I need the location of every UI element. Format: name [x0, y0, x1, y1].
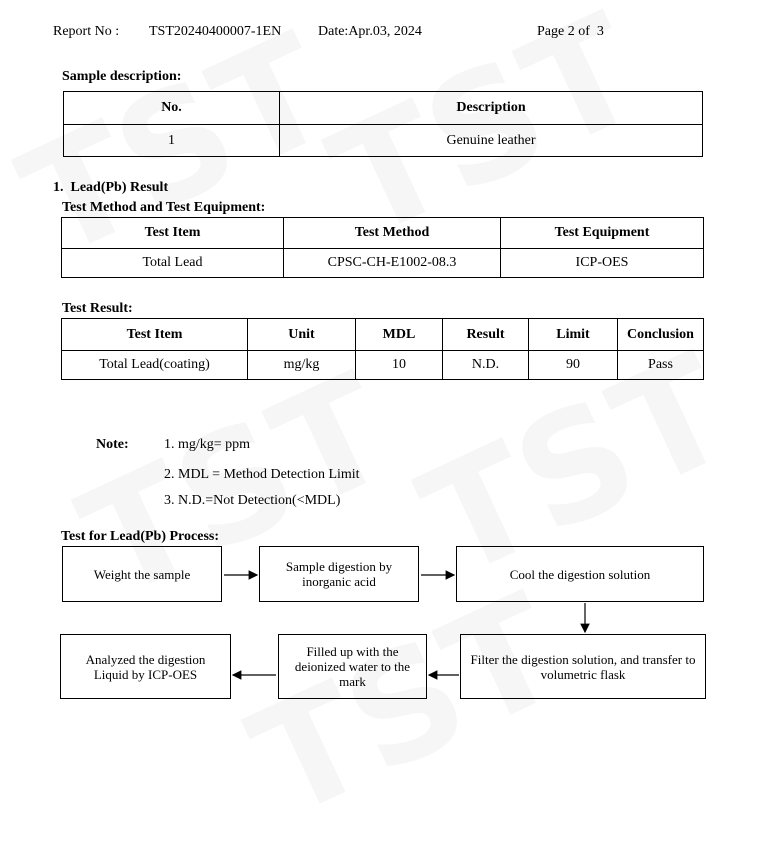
sample-header-no: No.: [64, 92, 280, 125]
process-step-analyze: Analyzed the digestion Liquid by ICP-OES: [60, 634, 231, 699]
page-number: Page 2 of 3: [537, 24, 604, 39]
result-header: MDL: [356, 319, 443, 351]
method-cell: ICP-OES: [501, 249, 704, 278]
result-cell: Total Lead(coating): [62, 351, 248, 380]
process-step-cool: Cool the digestion solution: [456, 546, 704, 602]
sample-header-description: Description: [280, 92, 703, 125]
section-title: 1. Lead(Pb) Result: [53, 180, 169, 195]
result-header: Unit: [248, 319, 356, 351]
report-no-label: Report No :: [53, 24, 120, 39]
result-header: Conclusion: [618, 319, 704, 351]
result-title: Test Result:: [62, 301, 133, 316]
method-header: Test Equipment: [501, 218, 704, 249]
result-header: Test Item: [62, 319, 248, 351]
result-cell: N.D.: [443, 351, 529, 380]
note-item: 3. N.D.=Not Detection(<MDL): [164, 493, 341, 508]
note-item: 2. MDL = Method Detection Limit: [164, 467, 360, 482]
sample-title: Sample description:: [62, 69, 182, 84]
process-title: Test for Lead(Pb) Process:: [61, 529, 219, 544]
method-header: Test Item: [62, 218, 284, 249]
note-label: Note:: [96, 437, 129, 452]
result-cell: 90: [529, 351, 618, 380]
result-cell: Pass: [618, 351, 704, 380]
result-header: Result: [443, 319, 529, 351]
process-step-weight: Weight the sample: [62, 546, 222, 602]
sample-cell: Genuine leather: [280, 125, 703, 157]
result-header: Limit: [529, 319, 618, 351]
method-title: Test Method and Test Equipment:: [62, 200, 266, 215]
process-step-filter: Filter the digestion solution, and transfer to volumetric flask: [460, 634, 706, 699]
result-cell: mg/kg: [248, 351, 356, 380]
report-no: TST20240400007-1EN: [149, 24, 282, 39]
process-step-digestion: Sample digestion by inorganic acid: [259, 546, 419, 602]
sample-cell: 1: [64, 125, 280, 157]
process-step-fill: Filled up with the deionized water to the mark: [278, 634, 427, 699]
note-item: 1. mg/kg= ppm: [164, 437, 251, 452]
method-cell: Total Lead: [62, 249, 284, 278]
report-date: Date:Apr.03, 2024: [318, 24, 422, 39]
result-cell: 10: [356, 351, 443, 380]
method-cell: CPSC-CH-E1002-08.3: [284, 249, 501, 278]
method-header: Test Method: [284, 218, 501, 249]
